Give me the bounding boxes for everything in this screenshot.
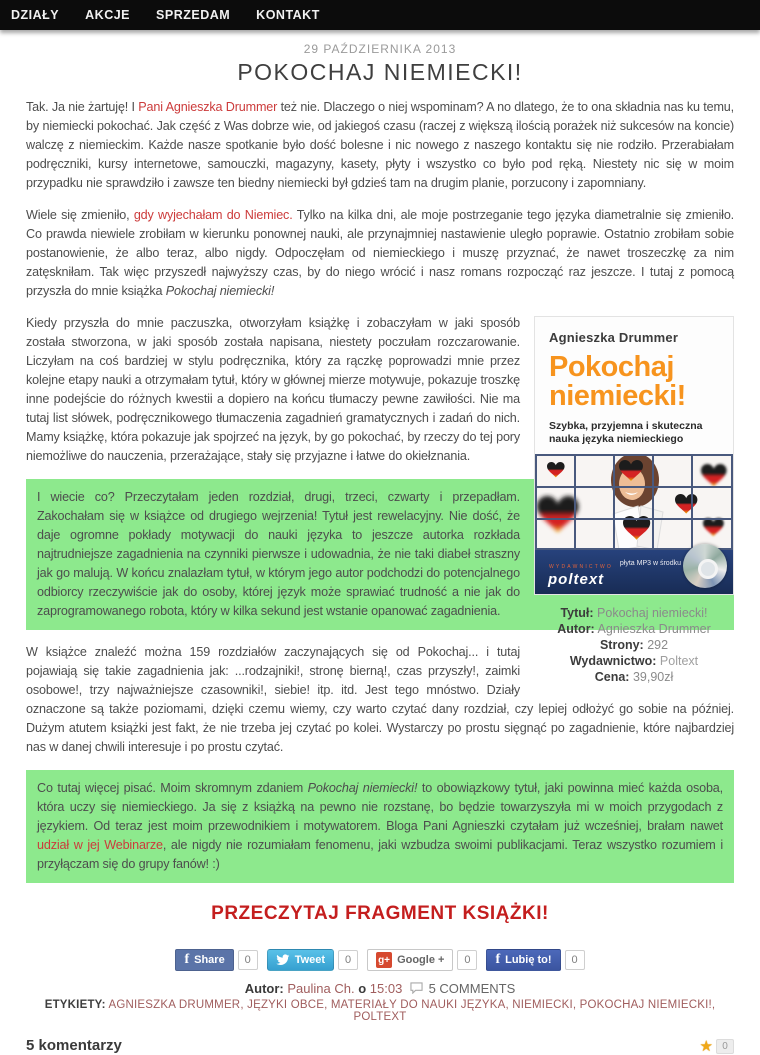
paragraph-3: Kiedy przyszła do mnie paczuszka, otworzyłam książkę i zobaczyłam w jaki sposób została stworzona, w jaki sposób została napisana, niestety poczułam rozczarowanie. Liczyłam na coś bardziej w stylu podręcznika, który za rączkę poprowadzi mnie przez kolejne etapy nauki a otrzymałam tytuł, który w głównej mierze motywuje, pokazuje troszkę inne podejście do różnych kwestii a dopiero na końcu tłumaczy pewne zawiłości. Nie ma tutaj list słówek, podręcznikowego tłumaczenia zagadnień gramatycznych i zadań do nich. Mamy książkę, która pokazuje jak spojrzeć na język, by go pokochać, by rzeczy do tej pory niemożliwe do nauczenia, przerażające, stały się przyjazne i łatwe do okiełznania. <box>26 316 520 463</box>
facebook-share-button[interactable] <box>175 949 233 971</box>
post-date: 29 PAŹDZIERNIKA 2013 <box>303 42 457 56</box>
paragraph-text: to obowiązkowy tytuł, jaki powinna mieć każda osoba, która uczy się niemieckiego. Ja się z książką na pewno nie rozstanę, bo będzie towarzyszyła mi w moich przygodach z językiem. Od teraz jest moim przewodnikiem i motywatorem. Bloga Pani Agnieszki czytałam już wcześniej, brałam nawet <box>37 781 724 833</box>
post-tags <box>26 999 734 1023</box>
facebook-share-group <box>175 949 257 971</box>
tag-niemiecki[interactable]: , NIEMIECKI <box>505 999 572 1011</box>
tweet-count: 0 <box>338 950 358 970</box>
like-label: Lubię to! <box>505 954 552 966</box>
social-share-bar <box>26 949 734 971</box>
rating-widget <box>700 1037 734 1055</box>
googleplus-icon: g+ <box>376 952 392 968</box>
paragraph-text: Tak. Ja nie żartuję! I <box>26 100 139 114</box>
book-detail-author <box>534 621 734 637</box>
cover-title-line1: Pokochaj <box>549 351 674 383</box>
facebook-icon: f <box>184 952 190 967</box>
book-detail-price <box>534 669 734 685</box>
cover-title-line2: niemiecki! <box>549 380 686 412</box>
cta-row <box>26 903 734 925</box>
tweet-label: Tweet <box>294 954 326 966</box>
rating-count: 0 <box>716 1039 734 1054</box>
post-body <box>26 98 734 883</box>
publisher-prefix: WYDAWNICTWO <box>549 564 614 570</box>
book-cover-author: Agnieszka Drummer <box>549 330 679 345</box>
link-webinar[interactable]: udział w jej Webinarze <box>37 838 163 852</box>
book-cover-link[interactable] <box>534 316 734 595</box>
paragraph-5: W książce znaleźć można 159 rozdziałów zaczynających się od Pokochaj... i tutaj pojawiają się takie zagadnienia jak: ...rodzajniki!, stronę bierną!, czas przyszły!, zaimki osobowe!, trzy najważniejsze czasowniki!, siebie! itp. itd. Jest tego mnóstwo. Działy oznaczone są także poziomami, dzięki czemu wiemy, czy warto czytać dany rozdział, czy lepiej odłożyć go sobie na później. Dużym atutem książki jest fakt, że nie trzeba jej czytać po kolei. Wystarczy po prostu sięgnąć po zagadnienie, które najbardziej nas w danej chwili interesuje i po prostu czytać. <box>26 645 734 754</box>
googleplus-label: Google + <box>397 954 445 966</box>
cd-icon <box>683 544 727 588</box>
book-title-italic: Pokochaj niemiecki! <box>165 284 275 298</box>
nav-item-sprzedam[interactable]: SPRZEDAM <box>156 8 231 22</box>
detail-value: Agnieszka Drummer <box>597 622 711 636</box>
highlighted-paragraph-1: I wiecie co? Przeczytałam jeden rozdział, drugi, trzeci, czwarty i przepadłam. Zakochałam się w książce od drugiego wejrzenia! Tytuł jest rewelacyjny. Nie dość, że daje ogromne pokłady motywacji do nauki języka to jeszcze autorka rozkłada najtrudniejsze zagadnienia na czynniki pierwsze i udowadnia, że nie taki diabeł straszny jak go malują. W końcu znalazłam tytuł, w którym jego autor podchodzi do potencjalnego odbiorcy rzeczywiście jak do osoby, której język może sprawiać trudność a nie jak do zaprogramowanego robota, który w kilka sekund jest wstanie opanować zagadnienia. <box>26 479 734 630</box>
comment-bubble-icon <box>410 982 423 994</box>
paragraph-text: Wiele się zmieniło, <box>26 208 134 222</box>
read-fragment-link[interactable]: PRZECZYTAJ FRAGMENT KSIĄŻKI! <box>211 903 549 924</box>
nav-item-akcje[interactable]: AKCJE <box>85 8 131 22</box>
tags-label: ETYKIETY: <box>44 999 106 1011</box>
tag-poltext[interactable]: , POLTEXT <box>354 999 716 1023</box>
book-detail-publisher <box>534 653 734 669</box>
timestamp-link[interactable]: 15:03 <box>369 981 403 996</box>
author-label: Autor: <box>244 981 284 996</box>
book-cover-subtitle: Szybka, przyjemna i skuteczna nauka języka niemieckiego <box>549 420 703 445</box>
book-sidebar <box>534 316 734 685</box>
author-link[interactable]: Paulina Ch. <box>287 981 355 996</box>
detail-label: Tytuł: <box>560 606 594 620</box>
facebook-like-button[interactable] <box>486 949 560 971</box>
paragraph-1 <box>26 98 734 193</box>
detail-value: Pokochaj niemiecki! <box>597 606 708 620</box>
tag-agnieszka-drummer[interactable]: AGNIESZKA DRUMMER <box>108 999 241 1011</box>
book-detail-pages <box>534 637 734 653</box>
detail-label: Wydawnictwo: <box>569 654 657 668</box>
share-label: Share <box>194 954 225 966</box>
meta-preposition: o <box>358 981 367 996</box>
detail-label: Strony: <box>599 638 644 652</box>
facebook-like-count: 0 <box>565 950 585 970</box>
twitter-bird-icon <box>276 954 290 966</box>
detail-label: Cena: <box>594 670 630 684</box>
tag-jezyki-obce[interactable]: , JĘZYKI OBCE <box>240 999 324 1011</box>
highlighted-paragraph-2 <box>26 770 734 883</box>
book-details <box>534 605 734 685</box>
facebook-share-count: 0 <box>238 950 258 970</box>
book-title-italic: Pokochaj niemiecki! <box>307 781 418 795</box>
cd-note: płyta MP3 w środku <box>619 560 681 567</box>
tweet-group <box>267 949 358 971</box>
comments-bar <box>0 1027 760 1055</box>
star-icon[interactable]: ★ <box>699 1038 713 1055</box>
book-cover-title <box>549 353 721 411</box>
book-cover-publisher-band <box>535 550 733 594</box>
detail-value: 292 <box>647 638 669 652</box>
publisher-logo: poltext <box>548 571 605 588</box>
link-wyjazd-do-niemiec[interactable]: gdy wyjechałam do Niemiec. <box>133 208 293 222</box>
googleplus-group <box>367 949 477 971</box>
paragraph-2 <box>26 206 734 301</box>
post-article <box>0 30 760 1023</box>
comments-heading: 5 komentarzy <box>26 1037 122 1054</box>
googleplus-count: 0 <box>457 950 477 970</box>
post-meta <box>26 981 734 996</box>
paragraph-text: , ale nigdy nie rozumiałam fenomenu, jaki wzbudza swoimi publikacjami. Teraz wszystko rozumiem i przyłączam się do grupy fanów! :) <box>37 838 724 871</box>
comments-count-link[interactable]: 5 COMMENTS <box>428 981 516 996</box>
page-title: POKOCHAJ NIEMIECKI! <box>237 59 523 85</box>
tag-materialy[interactable]: , MATERIAŁY DO NAUKI JĘZYKA <box>324 999 505 1011</box>
book-cover-photo <box>535 454 733 550</box>
link-agnieszka-drummer[interactable]: Pani Agnieszka Drummer <box>138 100 278 114</box>
facebook-like-group <box>486 949 584 971</box>
paragraph-text: też nie. Dlaczego o niej wspominam? A no dlatego, że to ona składnia nas ku temu, by niemiecki pokochać. Jak część z Was dobrze wie, od jakiegoś czasu (raczej z większą ilością porażek niż sukcesów na koncie) walczę z niemieckim. Każde nasze spotkanie było dość bolesne i nic nowego z naszego kontaktu się nie rodziło. Przerabiałam podręczniki, kursy internetowe, samouczki, magazyny, kasety, płyty i wszystko co było pod ręką. Niestety nic się w moim przypadku nie sprawdziło i zawsze ten biedny niemiecki był gdzieś tam na drugim planie, porzucony i zapomniany. <box>26 100 734 190</box>
detail-label: Autor: <box>557 622 595 636</box>
googleplus-button[interactable] <box>367 949 453 971</box>
book-cover-top <box>535 317 733 454</box>
top-navigation <box>0 0 760 30</box>
tag-pokochaj-niemiecki[interactable]: , POKOCHAJ NIEMIECKI! <box>573 999 712 1011</box>
paragraph-text: Co tutaj więcej pisać. Moim skromnym zdaniem <box>37 781 308 795</box>
nav-item-kontakt[interactable]: KONTAKT <box>256 8 320 22</box>
paragraph-text: Tylko na kilka dni, ale moje postrzeganie tego języka diametralnie się zmieniło. Co prawda niewiele zrobiłam w kierunku ponownej nauki, ale przynajmniej nastawienie uległo poprawie. Ostatnio zrobiłam sobie postanowienie, że albo teraz, albo nigdy. Odpoczęłam od niemieckiego i muszę przyznać, że nawet troszeczkę za nim zatęskniłam. Tak więc przyszedł najwyższy czas, by do niego wrócić i nasz romans rozpocząć raz jeszcze. I tutaj z pomocą przyszła do mnie książka <box>26 208 735 298</box>
detail-value: 39,90zł <box>632 670 674 684</box>
tweet-button[interactable] <box>267 949 334 971</box>
publisher-link[interactable]: Poltext <box>659 654 699 668</box>
nav-item-dzialy[interactable]: DZIAŁY <box>11 8 60 22</box>
book-detail-title <box>534 605 734 621</box>
facebook-icon: f <box>495 952 501 967</box>
